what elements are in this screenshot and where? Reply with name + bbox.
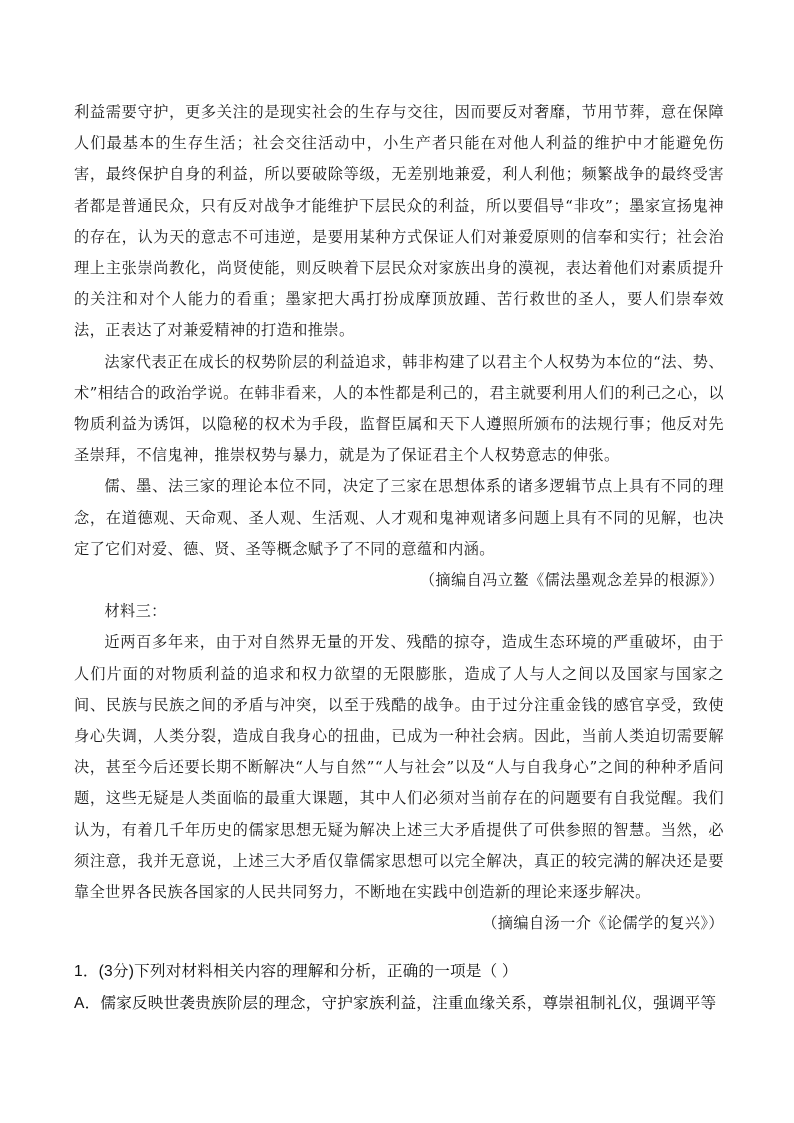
paragraph-summary: 儒、墨、法三家的理论本位不同，决定了三家在思想体系的诸多逻辑节点上具有不同的理念，在道德观、天命观、圣人观、生活观、人才观和鬼神观诸多问题上具有不同的见解，也决定了它们对爱、德、贤、圣等概念赋予了不同的意蕴和内涵。 <box>74 477 724 558</box>
question-stem: 1．(3分)下列对材料相关内容的理解和分析，正确的一项是（ ） <box>74 963 518 980</box>
paragraph-legalist: 法家代表正在成长的权势阶层的利益追求，韩非构建了以君主个人权势为本位的“法、势、术”相结合的政治学说。在韩非看来，人的本性都是利己的，君主就要利用人们的利己之心，以物质利益为诱饵，以隐秘的权术为手段，监督臣属和天下人遵照所颁布的法规行事；他反对先圣崇拜，不信鬼神，推崇权势与暴力，就是为了保证君主个人权势意志的伸张。 <box>74 352 724 465</box>
reading-material <box>74 97 724 939</box>
paragraph-material-three: 近两百多年来，由于对自然界无量的开发、残酷的掠夺，造成生态环境的严重破坏，由于人们片面的对物质利益的追求和权力欲望的无限膨胀，造成了人与人之间以及国家与国家之间、民族与民族之间的矛盾与冲突，以至于残酷的战争。由于过分注重金钱的感官享受，致使身心失调，人类分裂，造成自我身心的扭曲，已成为一种社会病。因此，当前人类迫切需要解决，甚至今后还要长期不断解决“人与自然”“人与社会”以及“人与自我身心”之间的种种矛盾问题，这些无疑是人类面临的最重大课题，其中人们必须对当前存在的问题要有自我觉醒。我们认为，有着几千年历史的儒家思想无疑为解决上述三大矛盾提供了可供参照的智慧。当然，必须注意，我并无意说，上述三大矛盾仅靠儒家思想可以完全解决，真正的较完满的解决还是要靠全世界各民族各国家的人民共同努力，不断地在实践中创造新的理论来逐步解决。 <box>74 633 724 902</box>
question-block <box>74 956 734 1020</box>
source-citation-tang: （摘编自汤一介《论儒学的复兴》） <box>482 914 724 933</box>
source-citation-feng: （摘编自冯立鳌《儒法墨观念差异的根源》） <box>419 571 724 590</box>
material-three-label: 材料三： <box>104 602 167 621</box>
option-a: A．儒家反映世袭贵族阶层的理念，守护家族利益，注重血缘关系，尊崇祖制礼仪，强调平等 <box>74 995 717 1012</box>
paragraph-mohist: 利益需要守护，更多关注的是现实社会的生存与交往，因而要反对奢靡，节用节葬，意在保障人们最基本的生存生活；社会交往活动中，小生产者只能在对他人利益的维护中才能避免伤害，最终保护自身的利益，所以要破除等级，无差别地兼爱，利人利他；频繁战争的最终受害者都是普通民众，只有反对战争才能维护下层民众的利益，所以要倡导“非攻”；墨家宣扬鬼神的存在，认为天的意志不可违逆，是要用某种方式保证人们对兼爱原则的信奉和实行；社会治理上主张崇尚教化，尚贤使能，则反映着下层民众对家族出身的漠视，表达着他们对素质提升的关注和对个人能力的看重；墨家把大禹打扮成摩顶放踵、苦行救世的圣人，要人们崇奉效法，正表达了对兼爱精神的打造和推崇。 <box>74 103 724 340</box>
